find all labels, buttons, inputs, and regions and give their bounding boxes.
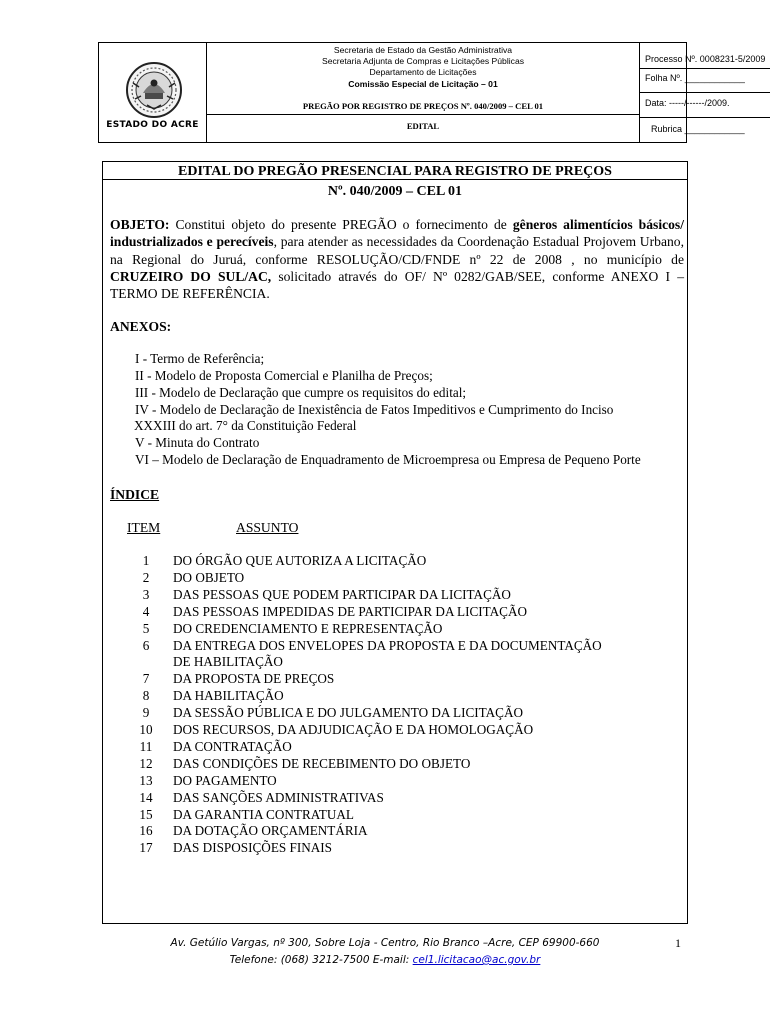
indice-item-title: DA ENTREGA DOS ENVELOPES DA PROPOSTA E DA DOCUMENTAÇÃO <box>173 637 602 653</box>
indice-item-number: 4 <box>142 603 150 619</box>
anexo-item: I - Termo de Referência; <box>135 351 265 366</box>
indice-item-number: 9 <box>142 705 150 721</box>
process-number: Processo Nº. 0008231-5/2009 <box>645 54 766 64</box>
header-line-departamento: Departamento de Licitações <box>369 67 477 77</box>
header-commission: Comissão Especial de Licitação – 01 <box>348 79 498 89</box>
title-divider <box>103 179 687 180</box>
indice-item-number: 2 <box>142 569 150 585</box>
objeto-text-1: Constitui objeto do presente PREGÃO o fornecimento de <box>169 217 513 232</box>
indice-item-number: 7 <box>142 671 150 687</box>
footer-contact <box>0 954 770 966</box>
edital-number: Nº. 040/2009 – CEL 01 <box>327 184 463 199</box>
anexo-item: VI – Modelo de Declaração de Enquadramento de Microempresa ou Empresa de Pequeno Porte <box>135 452 641 467</box>
indice-item-number: 16 <box>139 823 153 839</box>
page-number: 1 <box>675 936 681 950</box>
indice-item-title: DA DOTAÇÃO ORÇAMENTÁRIA <box>173 823 368 839</box>
edital-body-frame <box>102 161 688 924</box>
anexo-item: V - Minuta do Contrato <box>135 435 260 450</box>
indice-item-number: 15 <box>139 806 153 822</box>
folha-field: Folha Nº. ____________ <box>645 73 745 83</box>
indice-col-item: ITEM <box>127 520 161 535</box>
anexo-item: IV - Modelo de Declaração de Inexistência de Fatos Impeditivos e Cumprimento do Inciso <box>135 402 614 417</box>
indice-item-title: DAS DISPOSIÇÕES FINAIS <box>173 840 333 856</box>
anexo-item: II - Modelo de Proposta Comercial e Planilha de Preços; <box>135 368 433 383</box>
indice-item-number: 17 <box>139 840 153 856</box>
indice-item-title: DAS PESSOAS QUE PODEM PARTICIPAR DA LICITAÇÃO <box>173 586 511 602</box>
header-pregao: PREGÃO POR REGISTRO DE PREÇOS Nº. 040/2009 – CEL 01 <box>302 101 544 111</box>
indice-item-title: DE HABILITAÇÃO <box>173 654 283 670</box>
objeto-bold-1: gêneros alimentícios básicos/ industrializados e perecíveis <box>110 217 684 250</box>
objeto-paragraph <box>110 216 684 302</box>
indice-col-assunto: ASSUNTO <box>236 520 299 535</box>
header-divider <box>207 114 639 115</box>
indice-item-number: 5 <box>142 620 150 636</box>
folha-divider <box>640 92 770 93</box>
header-title-cell <box>207 43 640 142</box>
indice-item-title: DAS PESSOAS IMPEDIDAS DE PARTICIPAR DA LICITAÇÃO <box>173 603 528 619</box>
indice-item-title: DO OBJETO <box>173 569 245 585</box>
indice-item-number: 6 <box>142 637 150 653</box>
header-line-adjunta: Secretaria Adjunta de Compras e Licitações Públicas <box>321 56 525 66</box>
indice-item-title: DA PROPOSTA DE PREÇOS <box>173 671 335 687</box>
header-edital: EDITAL <box>406 121 440 131</box>
indice-item-title: DA CONTRATAÇÃO <box>173 738 292 754</box>
objeto-text-2: , para atender as necessidades da Coordenação Estadual Projovem Urbano, na Regional do Juruá, conforme RESOLUÇÃO/CD/FNDE nº 22 de 2008 , no município de <box>110 234 684 267</box>
indice-item-number: 3 <box>142 586 150 602</box>
process-divider <box>640 68 770 69</box>
indice-item-number: 12 <box>139 755 153 771</box>
indice-item-number: 14 <box>139 789 153 805</box>
anexo-item: XXXIII do art. 7° da Constituição Federal <box>134 418 357 433</box>
data-field: Data: -----/------/2009. <box>645 98 730 108</box>
indice-item-number: 8 <box>142 688 150 704</box>
objeto-label: OBJETO: <box>110 217 170 232</box>
indice-item-title: DA GARANTIA CONTRATUAL <box>173 806 354 822</box>
footer-email-link[interactable]: cel1.licitacao@ac.gov.br <box>412 954 541 966</box>
indice-item-title: DO CREDENCIAMENTO E REPRESENTAÇÃO <box>173 620 443 636</box>
indice-item-number: 1 <box>142 553 150 568</box>
anexo-item: III - Modelo de Declaração que cumpre os requisitos do edital; <box>135 385 467 400</box>
header-logo-cell <box>99 43 207 142</box>
indice-item-title: DAS SANÇÕES ADMINISTRATIVAS <box>173 789 384 805</box>
footer-address: Av. Getúlio Vargas, nº 300, Sobre Loja - Centro, Rio Branco –Acre, CEP 69900-660 <box>170 937 600 949</box>
indice-item-title: DOS RECURSOS, DA ADJUDICAÇÃO E DA HOMOLOGAÇÃO <box>173 722 534 737</box>
indice-heading: ÍNDICE <box>110 487 160 502</box>
footer-phone: Telefone: (068) 3212-7500 E-mail: <box>229 954 413 966</box>
rubrica-field: Rubrica ____________ <box>651 124 745 134</box>
anexos-heading: ANEXOS: <box>110 319 172 334</box>
indice-item-title: DO ÓRGÃO QUE AUTORIZA A LICITAÇÃO <box>173 553 427 568</box>
indice-item-number: 13 <box>139 772 153 788</box>
edital-title: EDITAL DO PREGÃO PRESENCIAL PARA REGISTRO DE PREÇOS <box>178 164 612 179</box>
indice-item-number: 10 <box>139 722 153 737</box>
data-divider <box>640 117 770 118</box>
indice-item-title: DAS CONDIÇÕES DE RECEBIMENTO DO OBJETO <box>173 755 471 771</box>
state-seal-icon <box>125 61 183 119</box>
indice-item-title: DO PAGAMENTO <box>173 772 277 788</box>
logo-caption: ESTADO DO ACRE <box>106 120 199 130</box>
document-header <box>98 42 766 143</box>
objeto-bold-2: CRUZEIRO DO SUL/AC, <box>110 268 272 284</box>
indice-item-title: DA SESSÃO PÚBLICA E DO JULGAMENTO DA LICITAÇÃO <box>173 705 524 721</box>
objeto-text-3: solicitado através do OF/ Nº 0282/GAB/SEE, conforme ANEXO I – TERMO DE REFERÊNCIA. <box>110 268 684 302</box>
header-line-secretaria: Secretaria de Estado da Gestão Administrativa <box>333 45 513 55</box>
indice-item-number: 11 <box>139 738 153 754</box>
indice-item-title: DA HABILITAÇÃO <box>173 688 284 704</box>
